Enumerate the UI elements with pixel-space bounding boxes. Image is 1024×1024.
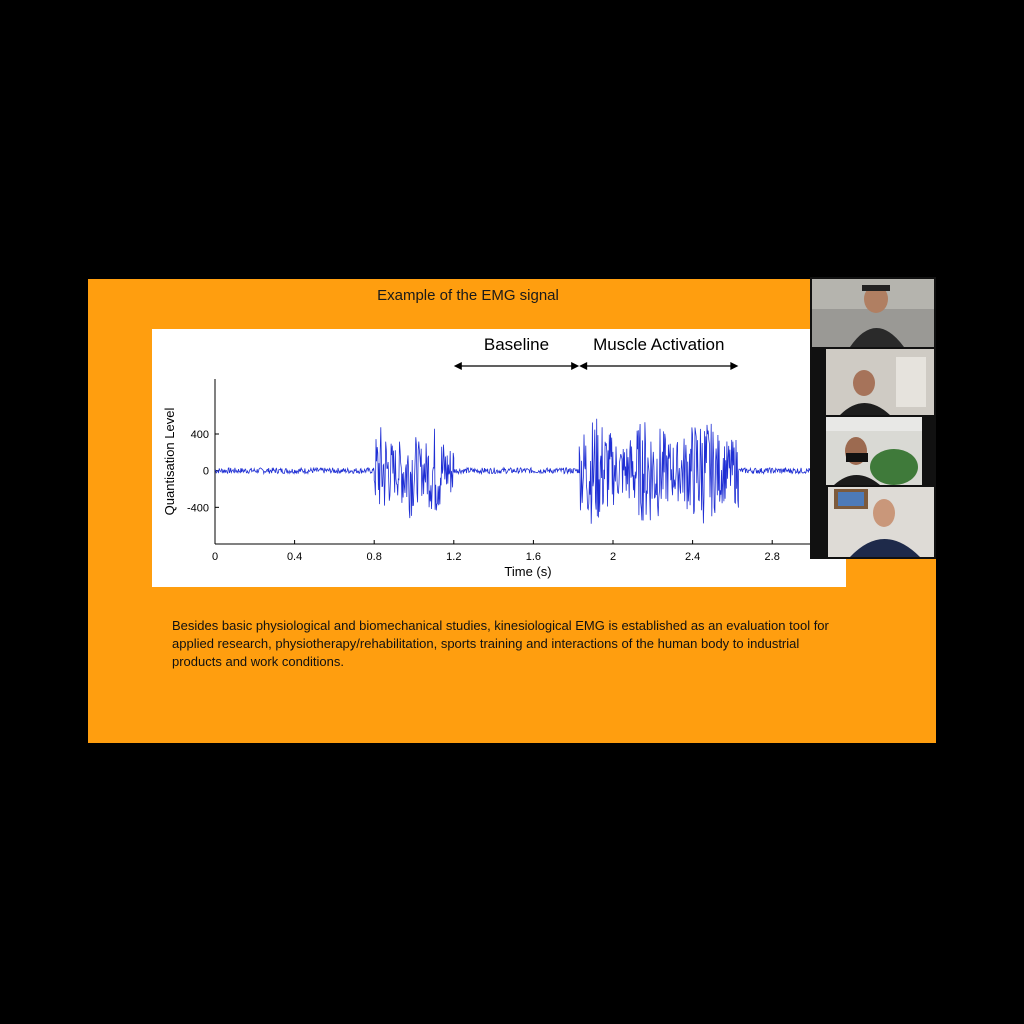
x-tick-label: 2 xyxy=(609,551,617,563)
x-tick-label: 0.4 xyxy=(286,551,303,563)
annotation-label: Muscle Activation xyxy=(593,335,725,354)
participant-2-video xyxy=(826,349,934,415)
x-tick-label: 1.2 xyxy=(446,551,462,563)
participant-3-video xyxy=(826,417,922,485)
emg-signal-line xyxy=(215,419,812,524)
participant-1-video xyxy=(812,279,934,347)
participant-4-video xyxy=(828,487,934,557)
annotation-arrow-head xyxy=(454,362,462,370)
x-tick-label: 1.6 xyxy=(525,551,542,563)
y-axis-label: Quantisation Level xyxy=(162,407,177,516)
x-tick-label: 2.4 xyxy=(684,551,701,563)
slide-title: Example of the EMG signal xyxy=(377,287,559,304)
x-tick-label: 2.8 xyxy=(764,551,780,563)
participant-tile-3[interactable] xyxy=(826,417,922,485)
y-tick-label: -400 xyxy=(186,502,209,515)
participant-tile-2[interactable] xyxy=(826,349,934,415)
presentation-slide xyxy=(88,279,936,743)
emg-chart xyxy=(152,329,846,587)
participant-tile-1[interactable] xyxy=(812,279,934,347)
participant-video-strip xyxy=(810,277,936,559)
x-tick-label: 0.8 xyxy=(366,551,382,563)
annotation-arrow-head xyxy=(571,362,579,370)
y-tick-label: 400 xyxy=(190,429,209,441)
x-axis-label: Time (s) xyxy=(504,564,552,579)
annotation-arrow-head xyxy=(730,362,738,370)
slide-body-text: Besides basic physiological and biomechanical studies, kinesiological EMG is established as an evaluation tool for applied research, physiotherapy/rehabilitation, sports training and interactions of the human body to industrial products and work conditions. xyxy=(172,618,829,669)
annotation-label: Baseline xyxy=(483,335,550,354)
x-tick-label: 0 xyxy=(211,551,219,563)
emg-chart-panel xyxy=(152,329,846,587)
y-tick-label: 0 xyxy=(202,465,209,478)
participant-tile-4[interactable] xyxy=(828,487,934,557)
annotation-arrow-head xyxy=(579,362,587,370)
